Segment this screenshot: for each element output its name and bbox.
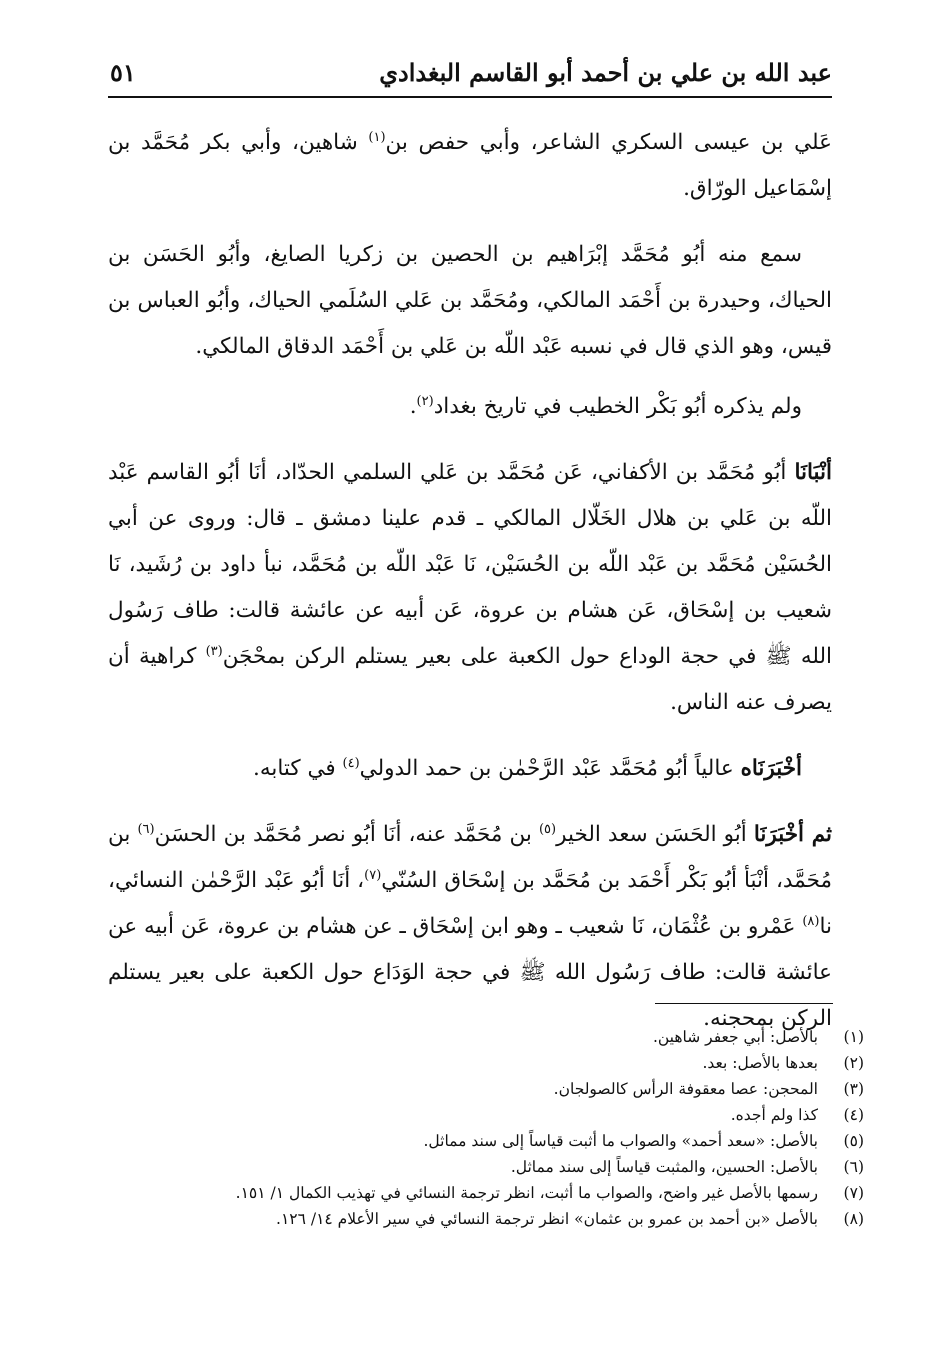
paragraph-3 — [108, 384, 832, 430]
footnote-number: (٨) — [843, 1210, 864, 1228]
footnotes — [150, 1024, 864, 1232]
footnote-item — [150, 1180, 864, 1206]
isnad-lead-word: أنْبَانَا — [794, 460, 832, 485]
footnote-separator — [655, 1003, 833, 1004]
main-text — [108, 120, 832, 1062]
footnote-text: بالأصل: «سعد أحمد» والصواب ما أثبت قياساً إلى سند مماثل. — [423, 1132, 818, 1150]
footnote-item — [150, 1050, 864, 1076]
paragraph-text: شاهين، وأبي بكر مُحَمَّد بن إسْمَاعيل الورّاق. — [108, 130, 832, 201]
paragraph-text: عَلي بن عيسى السكري الشاعر، وأبي حفص بن — [385, 130, 832, 155]
footnote-ref-8: (٨) — [802, 913, 820, 929]
footnote-ref-4: (٤) — [342, 755, 360, 771]
paragraph-text: أبُو مُحَمَّد بن الأكفاني، عَن مُحَمَّد بن عَلي السلمي الحدّاد، أنَا أبُو القاسم عَبْد اللّه بن عَلي بن هلال الخَلّال المالكي ـ قدم علينا دمشق ـ قال: وروى عن أبي الحُسَيْن مُحَمَّد بن عَبْد اللّه بن الحُسَيْن، نَا عَبْد اللّه بن مُحَمَّد، نبأ داود بن رُشَيد، نَا شعيب بن إسْحَاق، عَن هشام بن عروة، عَن أبيه عن عائشة قالت: طاف رَسُول الله ﷺ في حجة الوداع حول الكعبة على بعير يستلم الركن بمحْجَن — [108, 460, 832, 669]
paragraph-1 — [108, 120, 832, 212]
paragraph-text: في كتابه. — [253, 756, 343, 781]
footnote-number: (٥) — [843, 1132, 864, 1150]
footnote-number: (٢) — [843, 1054, 864, 1072]
paragraph-text: . — [409, 394, 417, 419]
footnote-item — [150, 1102, 864, 1128]
footnote-ref-5: (٥) — [538, 821, 557, 837]
footnote-text: رسمها بالأصل غير واضح، والصواب ما أثبت، انظر ترجمة النسائي في تهذيب الكمال ١/ ١٥١. — [235, 1184, 818, 1202]
footnote-text: بعدها بالأصل: بعد. — [702, 1054, 818, 1072]
footnote-ref-7: (٧) — [364, 867, 382, 883]
isnad-lead-word: ثم أخْبَرَنَا — [753, 822, 832, 847]
footnote-text: بالأصل: الحسين، والمثبت قياساً إلى سند مماثل. — [510, 1158, 818, 1176]
running-title: عبد الله بن علي بن أحمد أبو القاسم البغدادي — [379, 58, 832, 87]
footnote-number: (٤) — [843, 1106, 864, 1124]
footnote-ref-6: (٦) — [137, 821, 155, 837]
paragraph-5 — [108, 746, 832, 792]
footnote-text: المحجن: عصا معقوفة الرأس كالصولجان. — [553, 1080, 818, 1098]
paragraph-4 — [108, 450, 832, 726]
footnote-number: (٣) — [843, 1080, 864, 1098]
footnote-ref-1: (١) — [368, 129, 386, 145]
footnote-number: (٧) — [843, 1184, 864, 1202]
footnote-number: (١) — [843, 1028, 864, 1046]
footnote-ref-2: (٢) — [416, 393, 434, 409]
paragraph-text: كراهية أن يصرف عنه الناس. — [108, 644, 832, 715]
footnote-ref-3: (٣) — [205, 643, 223, 659]
paragraph-text: بن مُحَمَّد، أنْبَأ أبُو بَكْر أَحْمَد بن مُحَمَّد بن إسْحَاق السُنّي — [108, 822, 832, 893]
footnote-item — [150, 1024, 864, 1050]
footnote-text: بالأصل: أبي جعفر شاهين. — [652, 1028, 818, 1046]
page-number: ٥١ — [110, 58, 136, 87]
footnote-text: بالأصل «بن أحمد بن عمرو بن عثمان» انظر ترجمة النسائي في سير الأعلام ١٤/ ١٢٦. — [276, 1210, 818, 1228]
isnad-lead-word: أخْبَرَنَاه — [740, 756, 802, 781]
paragraph-text: ولم يذكره أبُو بَكْر الخطيب في تاريخ بغداد — [433, 394, 802, 419]
paragraph-text: عَمْرو بن عُثْمَان، نَا شعيب ـ وهو ابن إسْحَاق ـ عن هشام بن عروة، عَن أبيه عن عائشة قالت: طاف رَسُول الله ﷺ في حجة الوَدَاع حول الكعبة على بعير يستلم الركن بمحجنه. — [108, 914, 832, 1031]
page-header — [108, 52, 832, 98]
footnote-item — [150, 1154, 864, 1180]
footnote-item — [150, 1206, 864, 1232]
paragraph-text: بن مُحَمَّد عنه، أنَا أبُو نصر مُحَمَّد بن الحسَن — [154, 822, 539, 847]
paragraph-text: عالياً أبُو مُحَمَّد عَبْد الرَّحْمٰن بن حمد الدولي — [359, 756, 741, 781]
footnote-item — [150, 1076, 864, 1102]
paragraph-text: أبُو الحَسَن سعد الخير — [556, 822, 754, 847]
footnote-text: كذا ولم أجده. — [730, 1106, 818, 1124]
paragraph-6 — [108, 812, 832, 1042]
footnote-number: (٦) — [843, 1158, 864, 1176]
paragraph-2: سمع منه أبُو مُحَمَّد إبْرَاهيم بن الحصين بن زكريا الصايغ، وأبُو الحَسَن بن الحياك، وحيدرة بن أَحْمَد المالكي، ومُحَمَّد بن عَلي السُلَمي الحياك، وأبُو العباس بن قيس، وهو الذي قال في نسبه عَبْد اللّه بن عَلي بن أَحْمَد الدقاق المالكي. — [108, 242, 832, 359]
paragraph-text: ، أنَا أبُو عَبْد الرَّحْمٰن النسائي، نا — [108, 868, 832, 939]
footnote-item — [150, 1128, 864, 1154]
